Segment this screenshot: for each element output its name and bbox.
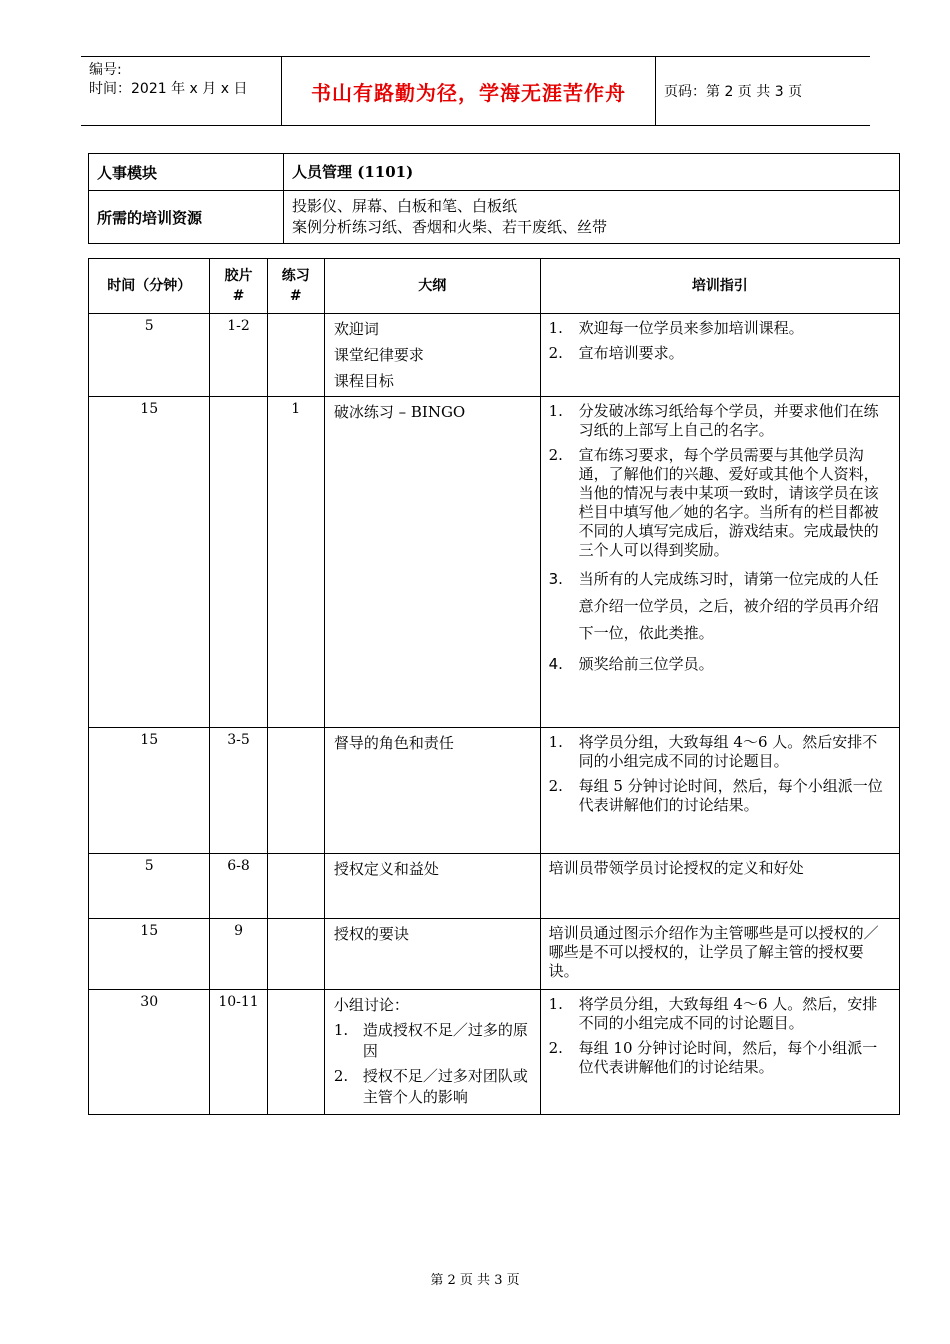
cell-slide: 6-8: [210, 854, 267, 919]
list-item: 1. 将学员分组，大致每组 4～6 人。然后安排不同的小组完成不同的讨论题目。: [548, 733, 878, 770]
cell-time: 15: [89, 397, 210, 728]
cell-guide: [540, 728, 899, 854]
outline-line: 督导的角色和责任: [333, 734, 454, 752]
outline-line: 破冰练习 – BINGO: [333, 403, 466, 421]
module-label: 人事模块: [89, 154, 284, 191]
module-value: 人员管理 (1101): [284, 154, 900, 191]
cell-outline: [324, 397, 540, 728]
cell-guide: [540, 990, 899, 1115]
outline-line: 课堂纪律要求: [333, 346, 424, 364]
cell-guide: 培训员带领学员讨论授权的定义和好处: [540, 854, 899, 919]
list-item: 1. 将学员分组，大致每组 4～6 人。然后，安排不同的小组完成不同的讨论题目。: [548, 995, 878, 1032]
table-row: [89, 397, 900, 728]
outline-line: 课程目标: [333, 372, 394, 390]
module-info-table: [88, 153, 900, 244]
list-item: 2. 每组 10 分钟讨论时间，然后，每个小组派一位代表讲解他们的讨论结果。: [548, 1039, 878, 1076]
cell-outline: [324, 314, 540, 397]
guide-text: 将学员分组，大致每组 4～6 人。然后，安排不同的小组完成不同的讨论题目。: [578, 995, 878, 1032]
page-footer: 第 2 页 共 3 页: [430, 1273, 520, 1288]
guide-text: 每组 10 分钟讨论时间，然后，每个小组派一位代表讲解他们的讨论结果。: [578, 1039, 878, 1076]
header-exercise-line-2: #: [289, 288, 302, 304]
header-exercise-line-1: 练习: [281, 268, 310, 284]
list-item: 3. 当所有的人完成练习时，请第一位完成的人任意介绍一位学员，之后，被介绍的学员再介绍下一位，依此类推。: [548, 570, 879, 642]
outline-line: 授权定义和益处: [333, 860, 439, 878]
header-meta: [89, 61, 281, 99]
cell-guide: [540, 314, 899, 397]
list-item: 1. 欢迎每一位学员来参加培训课程。: [548, 319, 804, 337]
list-item: 2. 宣布培训要求。: [548, 344, 684, 362]
table-row: [89, 990, 900, 1115]
time-label: 时间：2021 年 x 月 x 日: [89, 81, 248, 97]
guide-text: 当所有的人完成练习时，请第一位完成的人任意介绍一位学员，之后，被介绍的学员再介绍下一位，依此类推。: [578, 570, 879, 642]
guide-text: 宣布练习要求，每个学员需要与其他学员沟通，了解他们的兴趣、爱好或其他个人资料，当他的情况与表中某项一致时，请该学员在该栏目中填写他／她的名字。当所有的栏目都被不同的人填写完成后，游戏结束。完成最快的三个人可以得到奖励。: [578, 446, 879, 559]
table-header-row: [89, 259, 900, 314]
header-slide: [210, 259, 267, 314]
resources-label: 所需的培训资源: [89, 191, 284, 244]
list-item: 4. 颁奖给前三位学员。: [548, 655, 714, 673]
cell-outline: [324, 854, 540, 919]
resources-line-2: 案例分析练习纸、香烟和火柴、若干废纸、丝带: [292, 218, 608, 236]
cell-guide: 培训员通过图示介绍作为主管哪些是可以授权的／哪些是不可以授权的，让学员了解主管的授权要诀。: [540, 919, 899, 990]
document-header: [81, 56, 870, 126]
cell-slide: [210, 397, 267, 728]
cell-exercise: [267, 990, 324, 1115]
header-slide-line-2: #: [232, 288, 245, 304]
guide-text: 将学员分组，大致每组 4～6 人。然后安排不同的小组完成不同的讨论题目。: [578, 733, 878, 770]
guide-text: 宣布培训要求。: [578, 344, 684, 362]
table-row: [89, 919, 900, 990]
header-slogan: 书山有路勤为径，学海无涯苦作舟: [281, 57, 656, 125]
cell-slide: 1-2: [210, 314, 267, 397]
cell-time: 15: [89, 919, 210, 990]
resources-line-1: 投影仪、屏幕、白板和笔、白板纸: [292, 197, 518, 215]
list-item: 1. 分发破冰练习纸给每个学员，并要求他们在练习纸的上部写上自己的名字。: [548, 402, 879, 439]
header-slide-line-1: 胶片: [224, 268, 253, 284]
cell-outline: [324, 919, 540, 990]
header-outline: 大纲: [324, 259, 540, 314]
cell-slide: 9: [210, 919, 267, 990]
cell-slide: 10-11: [210, 990, 267, 1115]
cell-time: 5: [89, 314, 210, 397]
cell-exercise: [267, 728, 324, 854]
header-time: 时间（分钟）: [89, 259, 210, 314]
cell-guide: [540, 397, 899, 728]
list-item: 2. 宣布练习要求，每个学员需要与其他学员沟通，了解他们的兴趣、爱好或其他个人资料，当他的情况与表中某项一致时，请该学员在该栏目中填写他／她的名字。当所有的栏目都被不同的人填写完成后，游戏结束。完成最快的三个人可以得到奖励。: [548, 446, 879, 559]
table-row: [89, 728, 900, 854]
cell-time: 15: [89, 728, 210, 854]
cell-time: 30: [89, 990, 210, 1115]
cell-time: 5: [89, 854, 210, 919]
guide-text: 欢迎每一位学员来参加培训课程。: [578, 319, 804, 337]
cell-slide: 3-5: [210, 728, 267, 854]
outline-item-text: 造成授权不足／过多的原因: [362, 1021, 528, 1060]
cell-exercise: [267, 314, 324, 397]
guide-text: 颁奖给前三位学员。: [578, 655, 714, 673]
cell-exercise: [267, 919, 324, 990]
header-exercise: [267, 259, 324, 314]
header-guide: 培训指引: [540, 259, 899, 314]
table-row: [89, 314, 900, 397]
outline-line: 授权的要诀: [333, 925, 409, 943]
serial-label: 编号:: [89, 62, 122, 78]
guide-text: 每组 5 分钟讨论时间，然后，每个小组派一位代表讲解他们的讨论结果。: [578, 777, 883, 814]
list-item: 1. 造成授权不足／过多的原因: [333, 1021, 528, 1060]
list-item: 2. 授权不足／过多对团队或主管个人的影响: [333, 1067, 528, 1106]
cell-exercise: [267, 854, 324, 919]
guide-text: 分发破冰练习纸给每个学员，并要求他们在练习纸的上部写上自己的名字。: [578, 402, 879, 439]
cell-exercise: 1: [267, 397, 324, 728]
training-schedule-table: [88, 258, 900, 1115]
outline-item-text: 授权不足／过多对团队或主管个人的影响: [362, 1067, 528, 1106]
outline-line: 欢迎词: [333, 320, 379, 338]
cell-outline: [324, 728, 540, 854]
resources-value: [284, 191, 900, 244]
header-page-info: 页码：第 2 页 共 3 页: [664, 84, 803, 100]
cell-outline: [324, 990, 540, 1115]
outline-title: 小组讨论：: [333, 996, 409, 1014]
list-item: 2. 每组 5 分钟讨论时间，然后，每个小组派一位代表讲解他们的讨论结果。: [548, 777, 883, 814]
table-row: [89, 854, 900, 919]
